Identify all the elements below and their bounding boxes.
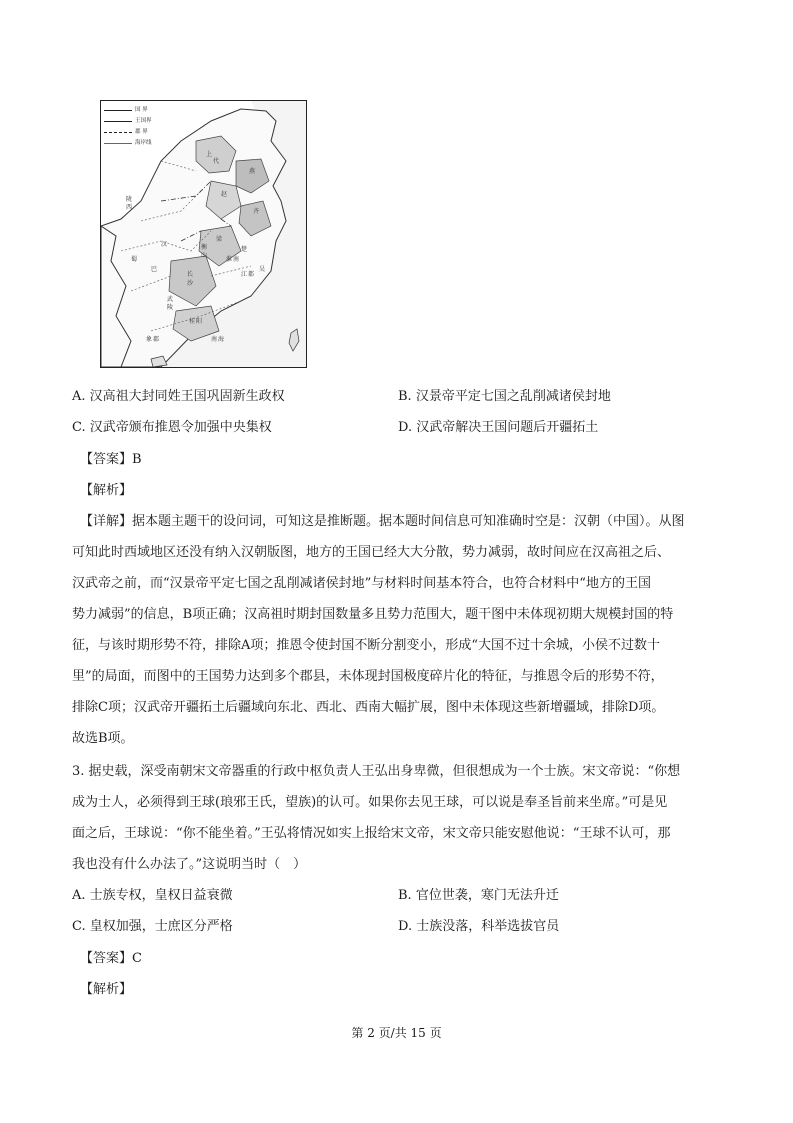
map-label: 沙: [187, 280, 194, 287]
detail-line: 【详解】据本题主题干的设问词，可知这是推断题。据本题时间信息可知准确时空是：汉朝（中国）。从图: [80, 514, 685, 529]
answer-q2: 【答案】B: [80, 452, 142, 467]
map-label: 上: [206, 151, 213, 158]
detail-line: 征，与该时期形势不符，排除A项；推恩令使封国不断分割变小，形成“大国不过十余城，小侯不过数十: [72, 638, 661, 653]
map-label: 吴: [259, 266, 266, 273]
option-d: D. 士族没落，科举选拔官员: [398, 919, 560, 934]
map-label: 齐: [253, 208, 260, 215]
detail-line: 可知此时西域地区还没有纳入汉朝版图，地方的王国已经大大分散，势力减弱，故时间应在汉高祖之后、: [72, 545, 671, 560]
option-b: B. 汉景帝平定七国之乱削减诸侯封地: [398, 389, 611, 404]
map-label: 都: [248, 271, 255, 278]
question-3-line: 3. 据史载，深受南朝宋文帝器重的行政中枢负责人王弘出身卑微，但很想成为一个士族。宋文帝说：“你想: [72, 764, 681, 779]
map-label: 衡: [201, 244, 208, 251]
map-legend: [104, 105, 160, 149]
map-label: 汉: [161, 241, 168, 248]
question-3-line: 我也没有什么办法了。”这说明当时（ ）: [72, 857, 307, 872]
analysis-label-q3: 【解析】: [80, 982, 133, 997]
map-label: 南: [233, 256, 240, 263]
option-d: D. 汉武帝解决王国问题后开疆拓土: [398, 420, 599, 435]
detail-line: 汉武帝之前，而“汉景帝平定七国之乱削减诸侯封地”与材料时间基本符合，也符合材料中“地方的王国: [72, 576, 651, 591]
answer-q3: 【答案】C: [80, 951, 142, 966]
map-label: 燕: [249, 168, 256, 175]
map-label: 西: [126, 204, 133, 211]
map-label: 江: [241, 271, 248, 278]
map-label: 梁: [216, 236, 223, 243]
option-a: A. 士族专权，皇权日益衰微: [72, 888, 233, 903]
page-footer: 第 2 页/共 15 页: [351, 1026, 442, 1040]
map-label: 山: [201, 252, 208, 259]
detail-line: 故选B项。: [72, 731, 134, 746]
map-label: 代: [213, 158, 220, 165]
option-b: B. 官位世袭，寒门无法升迁: [398, 888, 559, 903]
option-c: C. 皇权加强，士庶区分严格: [72, 919, 233, 934]
map-label: 赵: [221, 191, 228, 198]
map-label: 蜀: [131, 256, 138, 263]
map-label: 阳: [196, 318, 203, 325]
option-c: C. 汉武帝颁布推恩令加强中央集权: [72, 420, 272, 435]
question-3-line: 成为士人，必须得到王球(琅邪王氏，望族)的认可。如果你去见王球，可以说是奉圣旨前来坐席。”可是见: [72, 795, 668, 810]
map-label: 象: [146, 336, 153, 343]
legend-item: 郡 界: [135, 129, 148, 135]
map-label: 楚: [241, 246, 248, 253]
map-label: 巴: [151, 266, 158, 273]
legend-item: 王国界: [135, 118, 152, 124]
map-label: 郡: [153, 336, 160, 343]
legend-item: 海岸线: [135, 140, 152, 146]
map-label: 桂: [189, 318, 196, 325]
map-label: 陵: [167, 304, 174, 311]
map-label: 武: [167, 296, 174, 303]
han-dynasty-map: [100, 100, 307, 368]
map-label: 陇: [126, 196, 133, 203]
detail-line: 排除C项；汉武帝开疆拓土后疆域向东北、西北、西南大幅扩展，图中未体现这些新增疆域，排除D项。: [72, 700, 665, 715]
analysis-label-q2: 【解析】: [80, 483, 133, 498]
map-label: 南: [211, 336, 218, 343]
question-3-line: 面之后，王球说：“你不能坐着。”王弘将情况如实上报给宋文帝，宋文帝只能安慰他说：“王球不认可，那: [72, 826, 671, 841]
detail-line: 里”的局面，而图中的王国势力达到多个郡县，未体现封国极度碎片化的特征，与推恩令后的形势不符，: [72, 669, 664, 684]
map-label: 淮: [226, 256, 233, 263]
legend-item: 国 界: [135, 107, 148, 113]
option-a: A. 汉高祖大封同姓王国巩固新生政权: [72, 389, 285, 404]
detail-line: 势力减弱”的信息，B项正确；汉高祖时期封国数量多且势力范围大，题干图中未体现初期大规模封国的特: [72, 607, 674, 622]
map-label: 长: [187, 271, 194, 278]
map-label: 海: [218, 336, 225, 343]
